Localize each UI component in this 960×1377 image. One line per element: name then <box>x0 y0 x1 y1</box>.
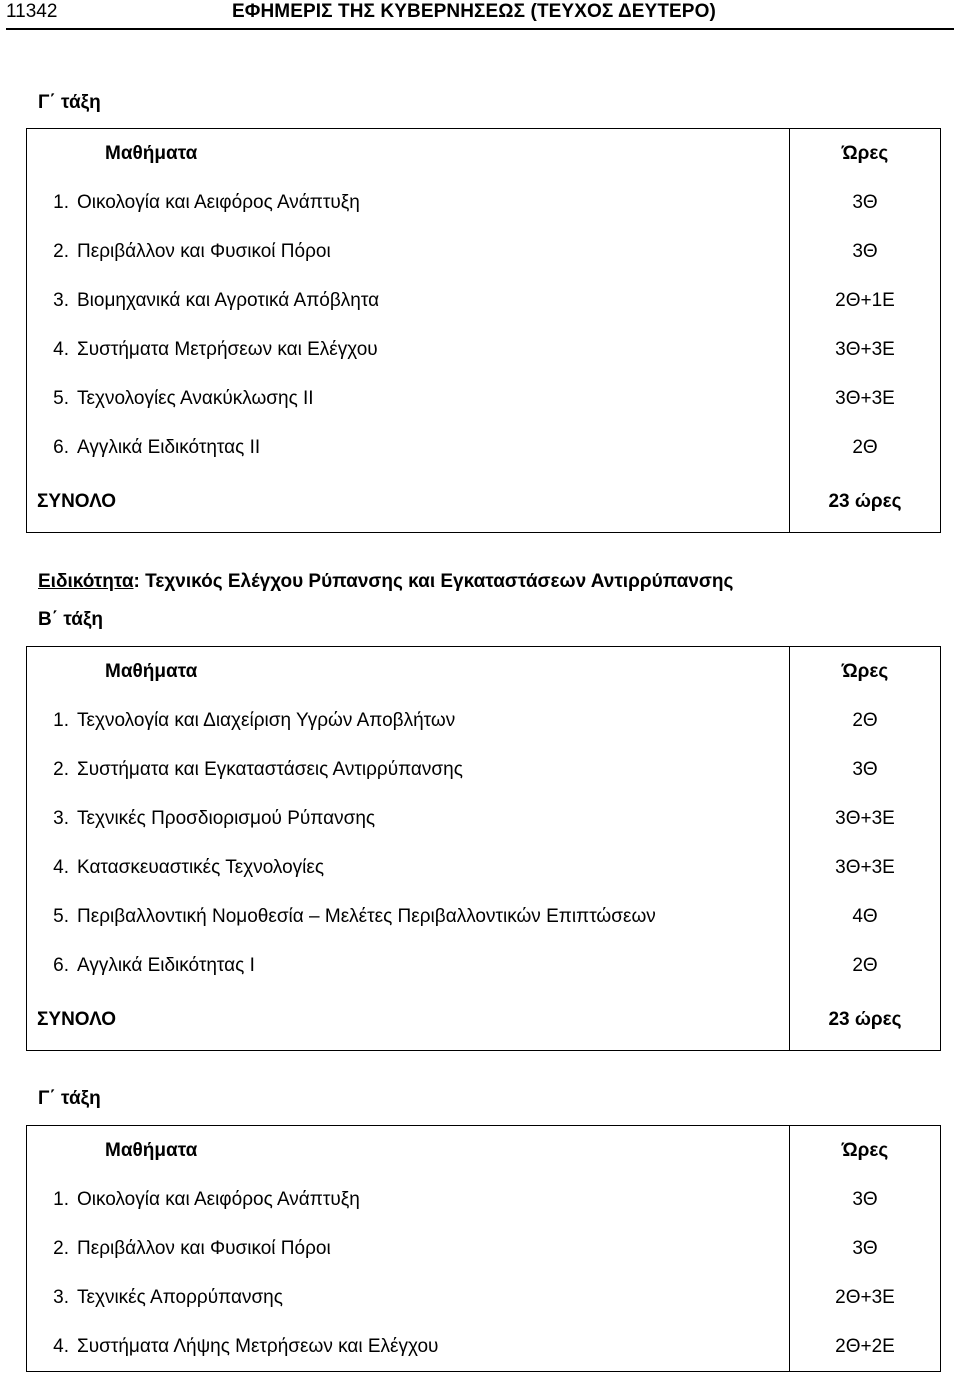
hours-cell <box>790 374 941 423</box>
course-name: Τεχνικές Απορρύπανσης <box>77 1286 283 1308</box>
journal-title: ΕΦΗΜΕΡΙΣ ΤΗΣ ΚΥΒΕΡΝΗΣΕΩΣ (ΤΕΥΧΟΣ ΔΕΥΤΕΡΟ) <box>232 1 716 22</box>
course-cell <box>27 843 790 892</box>
course-number: 6. <box>53 436 69 458</box>
course-number: 6. <box>53 954 69 976</box>
course-name: Τεχνικές Προσδιορισμού Ρύπανσης <box>77 807 376 829</box>
column-header-courses: Μαθήματα <box>105 660 198 682</box>
course-number: 3. <box>53 289 69 311</box>
course-number: 2. <box>53 240 69 262</box>
course-entry <box>27 794 789 843</box>
course-name: Τεχνολογία και Διαχείριση Υγρών Αποβλήτων <box>77 709 456 731</box>
hours-cell <box>790 227 941 276</box>
hours-cell <box>790 794 941 843</box>
hours-wrap <box>790 696 940 745</box>
hours-cell <box>790 1224 941 1273</box>
table-row <box>27 1322 941 1372</box>
course-hours: 3Θ+3Ε <box>835 387 895 409</box>
table-row <box>27 843 941 892</box>
hours-cell <box>790 1175 941 1224</box>
column-header-courses: Μαθήματα <box>105 1139 198 1161</box>
course-number: 1. <box>53 191 69 213</box>
course-entry <box>27 423 789 472</box>
courses-table <box>26 128 941 533</box>
course-entry <box>27 1224 789 1273</box>
course-entry <box>27 843 789 892</box>
course-name: Συστήματα και Εγκαταστάσεις Αντιρρύπανσης <box>77 758 463 780</box>
course-number: 5. <box>53 387 69 409</box>
page-header <box>0 0 960 28</box>
hours-cell <box>790 843 941 892</box>
hours-wrap <box>790 374 940 423</box>
course-number: 4. <box>53 1335 69 1357</box>
hours-wrap <box>790 325 940 374</box>
header-cell-courses <box>27 1126 790 1176</box>
courses-table-body <box>27 647 941 1051</box>
course-cell <box>27 1224 790 1273</box>
course-entry <box>27 178 789 227</box>
total-row <box>27 990 941 1050</box>
course-hours: 3Θ+3Ε <box>835 807 895 829</box>
table-row <box>27 892 941 941</box>
hours-cell <box>790 1273 941 1322</box>
hours-cell <box>790 423 941 472</box>
hours-wrap <box>790 1224 940 1273</box>
course-name: Οικολογία και Αειφόρος Ανάπτυξη <box>77 1188 360 1210</box>
column-header-hours: Ώρες <box>841 1139 889 1161</box>
course-entry <box>27 1175 789 1224</box>
courses-table <box>26 1125 941 1372</box>
course-number: 1. <box>53 1188 69 1210</box>
table-row <box>27 276 941 325</box>
course-cell <box>27 892 790 941</box>
course-entry <box>27 941 789 990</box>
hours-wrap <box>790 276 940 325</box>
table-header-row <box>27 129 941 179</box>
course-hours: 2Θ+1Ε <box>835 289 895 311</box>
course-hours: 3Θ+3Ε <box>835 338 895 360</box>
course-name: Αγγλικά Ειδικότητας ΙΙ <box>77 436 261 458</box>
course-hours: 2Θ <box>852 709 878 731</box>
table-row <box>27 745 941 794</box>
course-name: Κατασκευαστικές Τεχνολογίες <box>77 856 325 878</box>
table-row <box>27 423 941 472</box>
course-cell <box>27 696 790 745</box>
course-cell <box>27 276 790 325</box>
course-name: Βιομηχανικά και Αγροτικά Απόβλητα <box>77 289 380 311</box>
course-cell <box>27 227 790 276</box>
course-entry <box>27 227 789 276</box>
total-label-cell <box>27 472 790 532</box>
hours-wrap <box>790 1322 940 1371</box>
table-header-row <box>27 647 941 697</box>
header-cell-hours <box>790 129 941 179</box>
course-name: Περιβάλλον και Φυσικοί Πόροι <box>77 1237 331 1259</box>
course-number: 2. <box>53 1237 69 1259</box>
hours-wrap <box>790 941 940 990</box>
hours-cell <box>790 276 941 325</box>
table-row <box>27 941 941 990</box>
hours-cell <box>790 325 941 374</box>
hours-cell <box>790 892 941 941</box>
course-number: 3. <box>53 807 69 829</box>
hours-cell <box>790 745 941 794</box>
class-label: Γ΄ τάξη <box>38 1088 101 1109</box>
table-header-row <box>27 1126 941 1176</box>
course-hours: 2Θ+3Ε <box>835 1286 895 1308</box>
course-cell <box>27 1175 790 1224</box>
course-entry <box>27 696 789 745</box>
course-cell <box>27 1322 790 1372</box>
course-cell <box>27 745 790 794</box>
course-name: Τεχνολογίες Ανακύκλωσης ΙΙ <box>77 387 314 409</box>
hours-wrap <box>790 843 940 892</box>
table-row <box>27 325 941 374</box>
total-value-cell <box>790 472 941 532</box>
hours-wrap <box>790 227 940 276</box>
table-row <box>27 1175 941 1224</box>
table-row <box>27 374 941 423</box>
course-name: Περιβαλλοντική Νομοθεσία – Μελέτες Περιβαλλοντικών Επιπτώσεων <box>77 905 656 927</box>
specialty-name: : Τεχνικός Ελέγχου Ρύπανσης και Εγκαταστάσεων Αντιρρύπανσης <box>133 571 734 592</box>
course-hours: 2Θ <box>852 954 878 976</box>
column-header-hours-wrap <box>790 1126 940 1175</box>
hours-wrap <box>790 178 940 227</box>
course-entry <box>27 1273 789 1322</box>
hours-cell <box>790 1322 941 1372</box>
header-cell-courses <box>27 647 790 697</box>
column-header-courses: Μαθήματα <box>105 142 198 164</box>
column-header-hours-wrap <box>790 647 940 696</box>
total-value: 23 ώρες <box>828 1008 902 1030</box>
course-name: Συστήματα Μετρήσεων και Ελέγχου <box>77 338 378 360</box>
table-row <box>27 696 941 745</box>
course-number: 3. <box>53 1286 69 1308</box>
course-hours: 2Θ+2Ε <box>835 1335 895 1357</box>
course-entry <box>27 892 789 941</box>
hours-wrap <box>790 892 940 941</box>
header-cell-courses <box>27 129 790 179</box>
total-value-wrap <box>790 472 940 532</box>
hours-cell <box>790 178 941 227</box>
course-cell <box>27 941 790 990</box>
course-cell <box>27 325 790 374</box>
column-header-hours: Ώρες <box>841 142 889 164</box>
course-hours: 3Θ <box>852 1188 878 1210</box>
course-name: Συστήματα Λήψης Μετρήσεων και Ελέγχου <box>77 1335 439 1357</box>
courses-table-body <box>27 1126 941 1372</box>
course-name: Αγγλικά Ειδικότητας Ι <box>77 954 255 976</box>
hours-cell <box>790 941 941 990</box>
table-row <box>27 794 941 843</box>
course-entry <box>27 374 789 423</box>
page-number: 11342 <box>6 1 58 22</box>
table-row <box>27 1224 941 1273</box>
column-header-hours: Ώρες <box>841 660 889 682</box>
specialty-heading <box>38 571 733 593</box>
total-label: ΣΥΝΟΛΟ <box>37 1008 117 1030</box>
course-hours: 3Θ+3Ε <box>835 856 895 878</box>
course-cell <box>27 1273 790 1322</box>
course-name: Περιβάλλον και Φυσικοί Πόροι <box>77 240 331 262</box>
table-row <box>27 1273 941 1322</box>
hours-wrap <box>790 745 940 794</box>
course-number: 5. <box>53 905 69 927</box>
hours-wrap <box>790 794 940 843</box>
course-number: 4. <box>53 856 69 878</box>
course-number: 1. <box>53 709 69 731</box>
course-hours: 4Θ <box>852 905 878 927</box>
hours-wrap <box>790 423 940 472</box>
table-row <box>27 178 941 227</box>
course-number: 2. <box>53 758 69 780</box>
courses-table <box>26 646 941 1051</box>
course-hours: 3Θ <box>852 1237 878 1259</box>
course-hours: 2Θ <box>852 436 878 458</box>
course-cell <box>27 178 790 227</box>
total-row <box>27 472 941 532</box>
course-name: Οικολογία και Αειφόρος Ανάπτυξη <box>77 191 360 213</box>
class-label: Β΄ τάξη <box>38 609 104 630</box>
specialty-label: Ειδικότητα <box>38 571 134 592</box>
course-hours: 3Θ <box>852 191 878 213</box>
course-entry <box>27 1322 789 1371</box>
course-cell <box>27 794 790 843</box>
courses-table-body <box>27 129 941 533</box>
course-cell <box>27 374 790 423</box>
course-entry <box>27 325 789 374</box>
course-hours: 3Θ <box>852 758 878 780</box>
total-label-cell <box>27 990 790 1050</box>
header-rule <box>6 28 954 30</box>
course-number: 4. <box>53 338 69 360</box>
course-cell <box>27 423 790 472</box>
hours-wrap <box>790 1273 940 1322</box>
table-row <box>27 227 941 276</box>
total-label: ΣΥΝΟΛΟ <box>37 490 117 512</box>
class-label: Γ΄ τάξη <box>38 92 101 113</box>
total-value: 23 ώρες <box>828 490 902 512</box>
header-cell-hours <box>790 647 941 697</box>
course-entry <box>27 745 789 794</box>
course-hours: 3Θ <box>852 240 878 262</box>
total-value-wrap <box>790 990 940 1050</box>
column-header-hours-wrap <box>790 129 940 178</box>
hours-cell <box>790 696 941 745</box>
course-entry <box>27 276 789 325</box>
header-cell-hours <box>790 1126 941 1176</box>
hours-wrap <box>790 1175 940 1224</box>
total-value-cell <box>790 990 941 1050</box>
